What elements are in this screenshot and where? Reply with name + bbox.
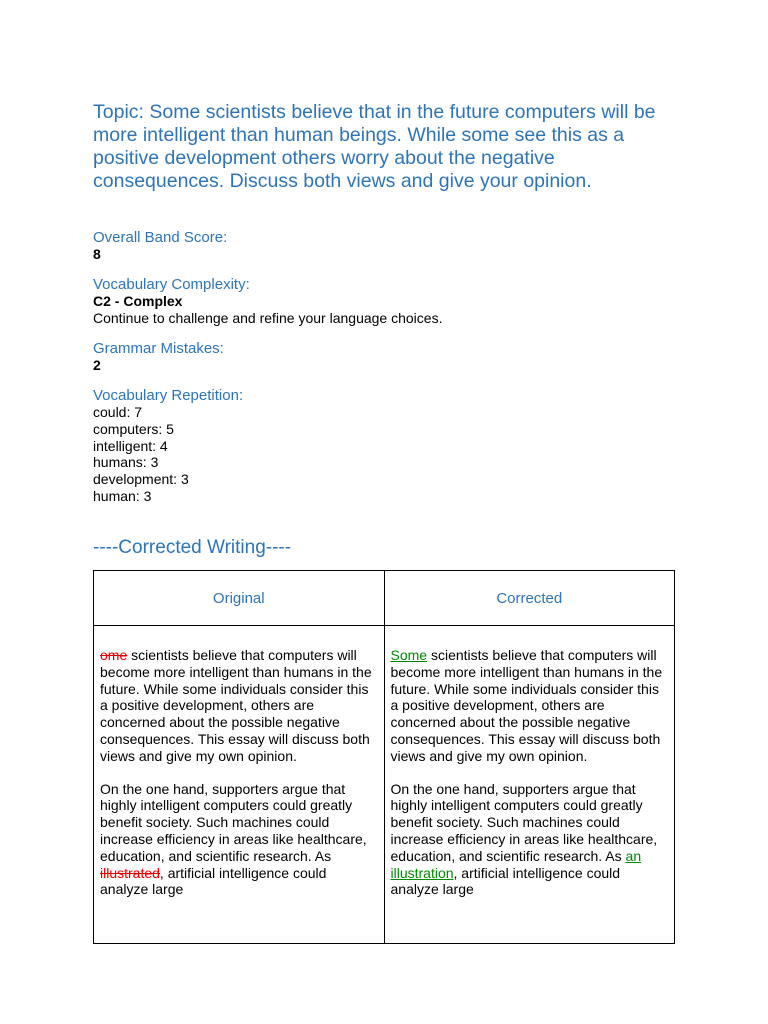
vocabulary-repetition-label: Vocabulary Repetition: bbox=[93, 387, 244, 404]
paragraph-text: On the one hand, supporters argue that highly intelligent computers could greatly benefit society. Such machines could increase efficiency in areas like healthcare, education, and scientific research. As bbox=[100, 780, 367, 864]
original-paragraph-1 bbox=[100, 647, 378, 765]
deleted-text: illustrated bbox=[100, 864, 160, 881]
report-page bbox=[93, 101, 683, 898]
overall-band-score-value: 8 bbox=[93, 246, 101, 262]
essay-topic: Topic: Some scientists believe that in the future computers will be more intelligent than human beings. While some see this as a positive development others worry about the negative consequences. Discuss both views and give your opinion. bbox=[93, 101, 656, 192]
overall-band-score-section bbox=[93, 229, 227, 263]
repetition-item: could: 7 bbox=[93, 404, 143, 420]
original-paragraph-2 bbox=[100, 781, 378, 899]
corrected-column-header: Corrected bbox=[384, 571, 675, 626]
deleted-text: ome bbox=[100, 647, 128, 663]
paragraph-text: , artificial intelligence could analyze large bbox=[100, 864, 327, 898]
table-row bbox=[94, 626, 675, 944]
corrected-paragraph-2 bbox=[391, 781, 669, 899]
inserted-text: an illustration bbox=[390, 847, 642, 881]
paragraph-text: , artificial intelligence could analyze large bbox=[390, 864, 621, 898]
paragraph-text: scientists believe that computers will become more intelligent than humans in the future. While some individuals consider this a positive development, others are concerned about the possible negative consequences. This essay will discuss both views and give my own opinion. bbox=[100, 647, 372, 764]
comparison-table bbox=[93, 570, 675, 944]
paragraph-text: scientists believe that computers will become more intelligent than humans in the future. While some individuals consider this a positive development, others are concerned about the possible negative consequences. This essay will discuss both views and give my own opinion. bbox=[390, 647, 663, 764]
overall-band-score-label: Overall Band Score: bbox=[93, 229, 228, 246]
corrected-text-cell bbox=[384, 626, 675, 944]
original-column-header: Original bbox=[94, 571, 385, 626]
repetition-item: intelligent: 4 bbox=[93, 437, 168, 454]
corrected-paragraph-1 bbox=[391, 647, 669, 765]
paragraph-text: On the one hand, supporters argue that highly intelligent computers could greatly benefit society. Such machines could increase efficiency in areas like healthcare, education, and scientific research. As bbox=[390, 780, 658, 864]
table-header-row bbox=[94, 571, 675, 626]
inserted-text: Some bbox=[390, 647, 428, 663]
vocabulary-complexity-value: C2 - Complex bbox=[93, 293, 183, 309]
vocabulary-complexity-section bbox=[93, 276, 442, 327]
repetition-item: development: 3 bbox=[93, 471, 189, 488]
vocabulary-complexity-note: Continue to challenge and refine your language choices. bbox=[93, 310, 443, 326]
corrected-writing-heading: ----Corrected Writing---- bbox=[93, 537, 292, 558]
grammar-mistakes-value: 2 bbox=[93, 357, 101, 373]
grammar-mistakes-label: Grammar Mistakes: bbox=[93, 340, 224, 357]
vocabulary-complexity-label: Vocabulary Complexity: bbox=[93, 276, 250, 293]
original-text-cell bbox=[94, 626, 385, 944]
repetition-item: humans: 3 bbox=[93, 454, 159, 471]
vocabulary-repetition-section bbox=[93, 387, 243, 505]
repetition-item: human: 3 bbox=[93, 487, 152, 504]
repetition-item: computers: 5 bbox=[93, 420, 174, 437]
grammar-mistakes-section bbox=[93, 340, 224, 374]
